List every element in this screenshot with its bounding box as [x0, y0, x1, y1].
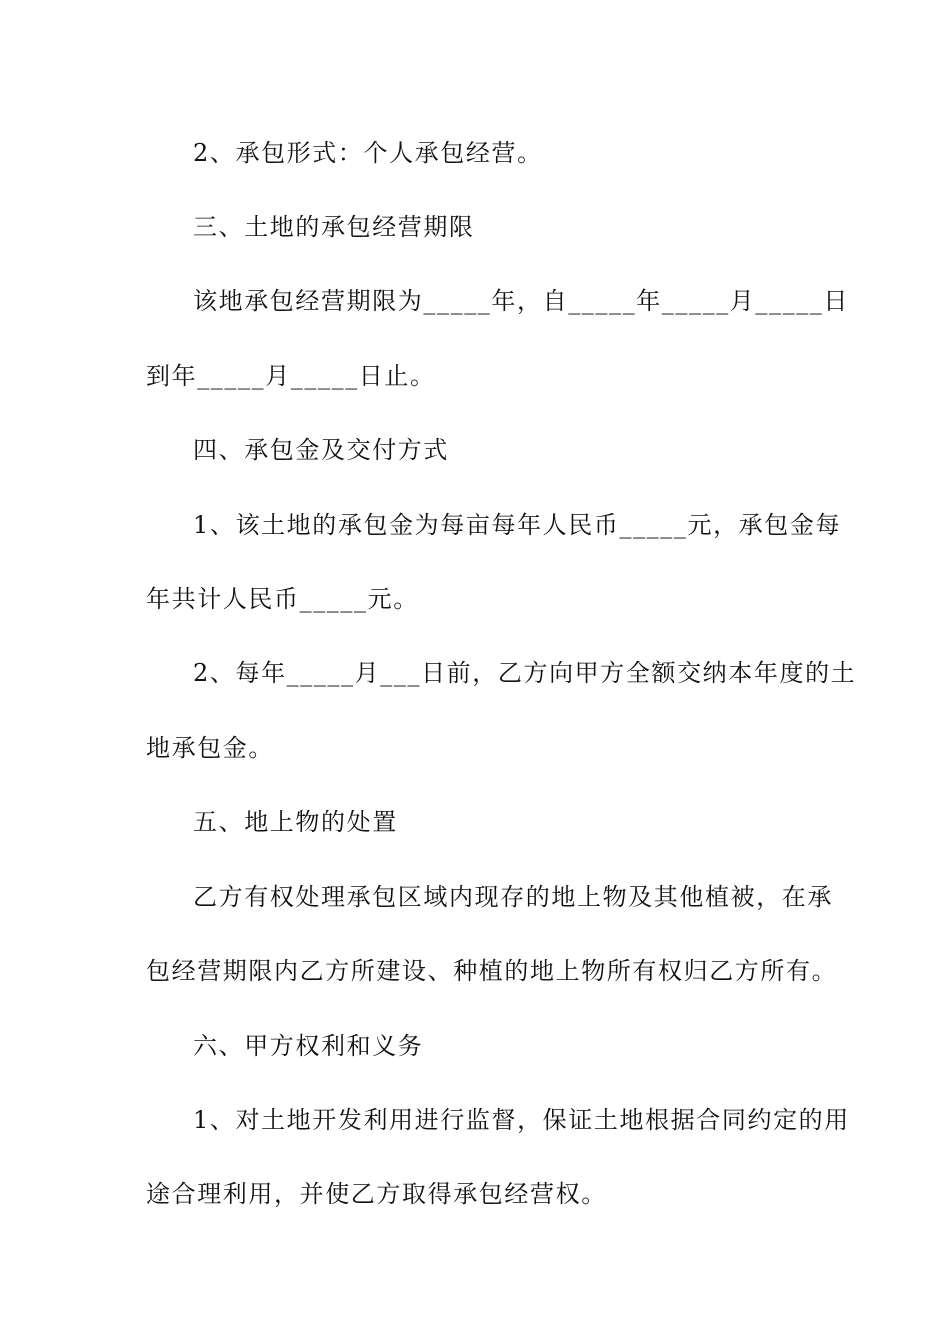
section-heading: 六、甲方权利和义务	[193, 1032, 424, 1060]
contract-clause-line: 到年_____月_____日止。	[146, 362, 436, 390]
contract-clause-line: 该地承包经营期限为_____年，自_____年_____月_____日	[193, 287, 849, 315]
section-heading: 五、地上物的处置	[193, 808, 398, 836]
contract-clause-line: 1、对土地开发利用进行监督，保证土地根据合同约定的用	[193, 1106, 850, 1134]
contract-clause-line: 1、该土地的承包金为每亩每年人民币_____元，承包金每	[193, 511, 842, 539]
contract-clause-line: 地承包金。	[146, 734, 274, 762]
section-heading: 三、土地的承包经营期限	[193, 213, 475, 241]
contract-clause-line: 途合理利用，并使乙方取得承包经营权。	[146, 1180, 607, 1208]
contract-clause-line: 2、承包形式：个人承包经营。	[193, 139, 543, 167]
contract-clause-line: 2、每年_____月___日前，乙方向甲方全额交纳本年度的土	[193, 659, 857, 687]
contract-clause-line: 年共计人民币_____元。	[146, 585, 419, 613]
section-heading: 四、承包金及交付方式	[193, 436, 449, 464]
contract-clause-line: 包经营期限内乙方所建设、种植的地上物所有权归乙方所有。	[146, 957, 838, 985]
contract-clause-line: 乙方有权处理承包区域内现存的地上物及其他植被，在承	[193, 883, 833, 911]
